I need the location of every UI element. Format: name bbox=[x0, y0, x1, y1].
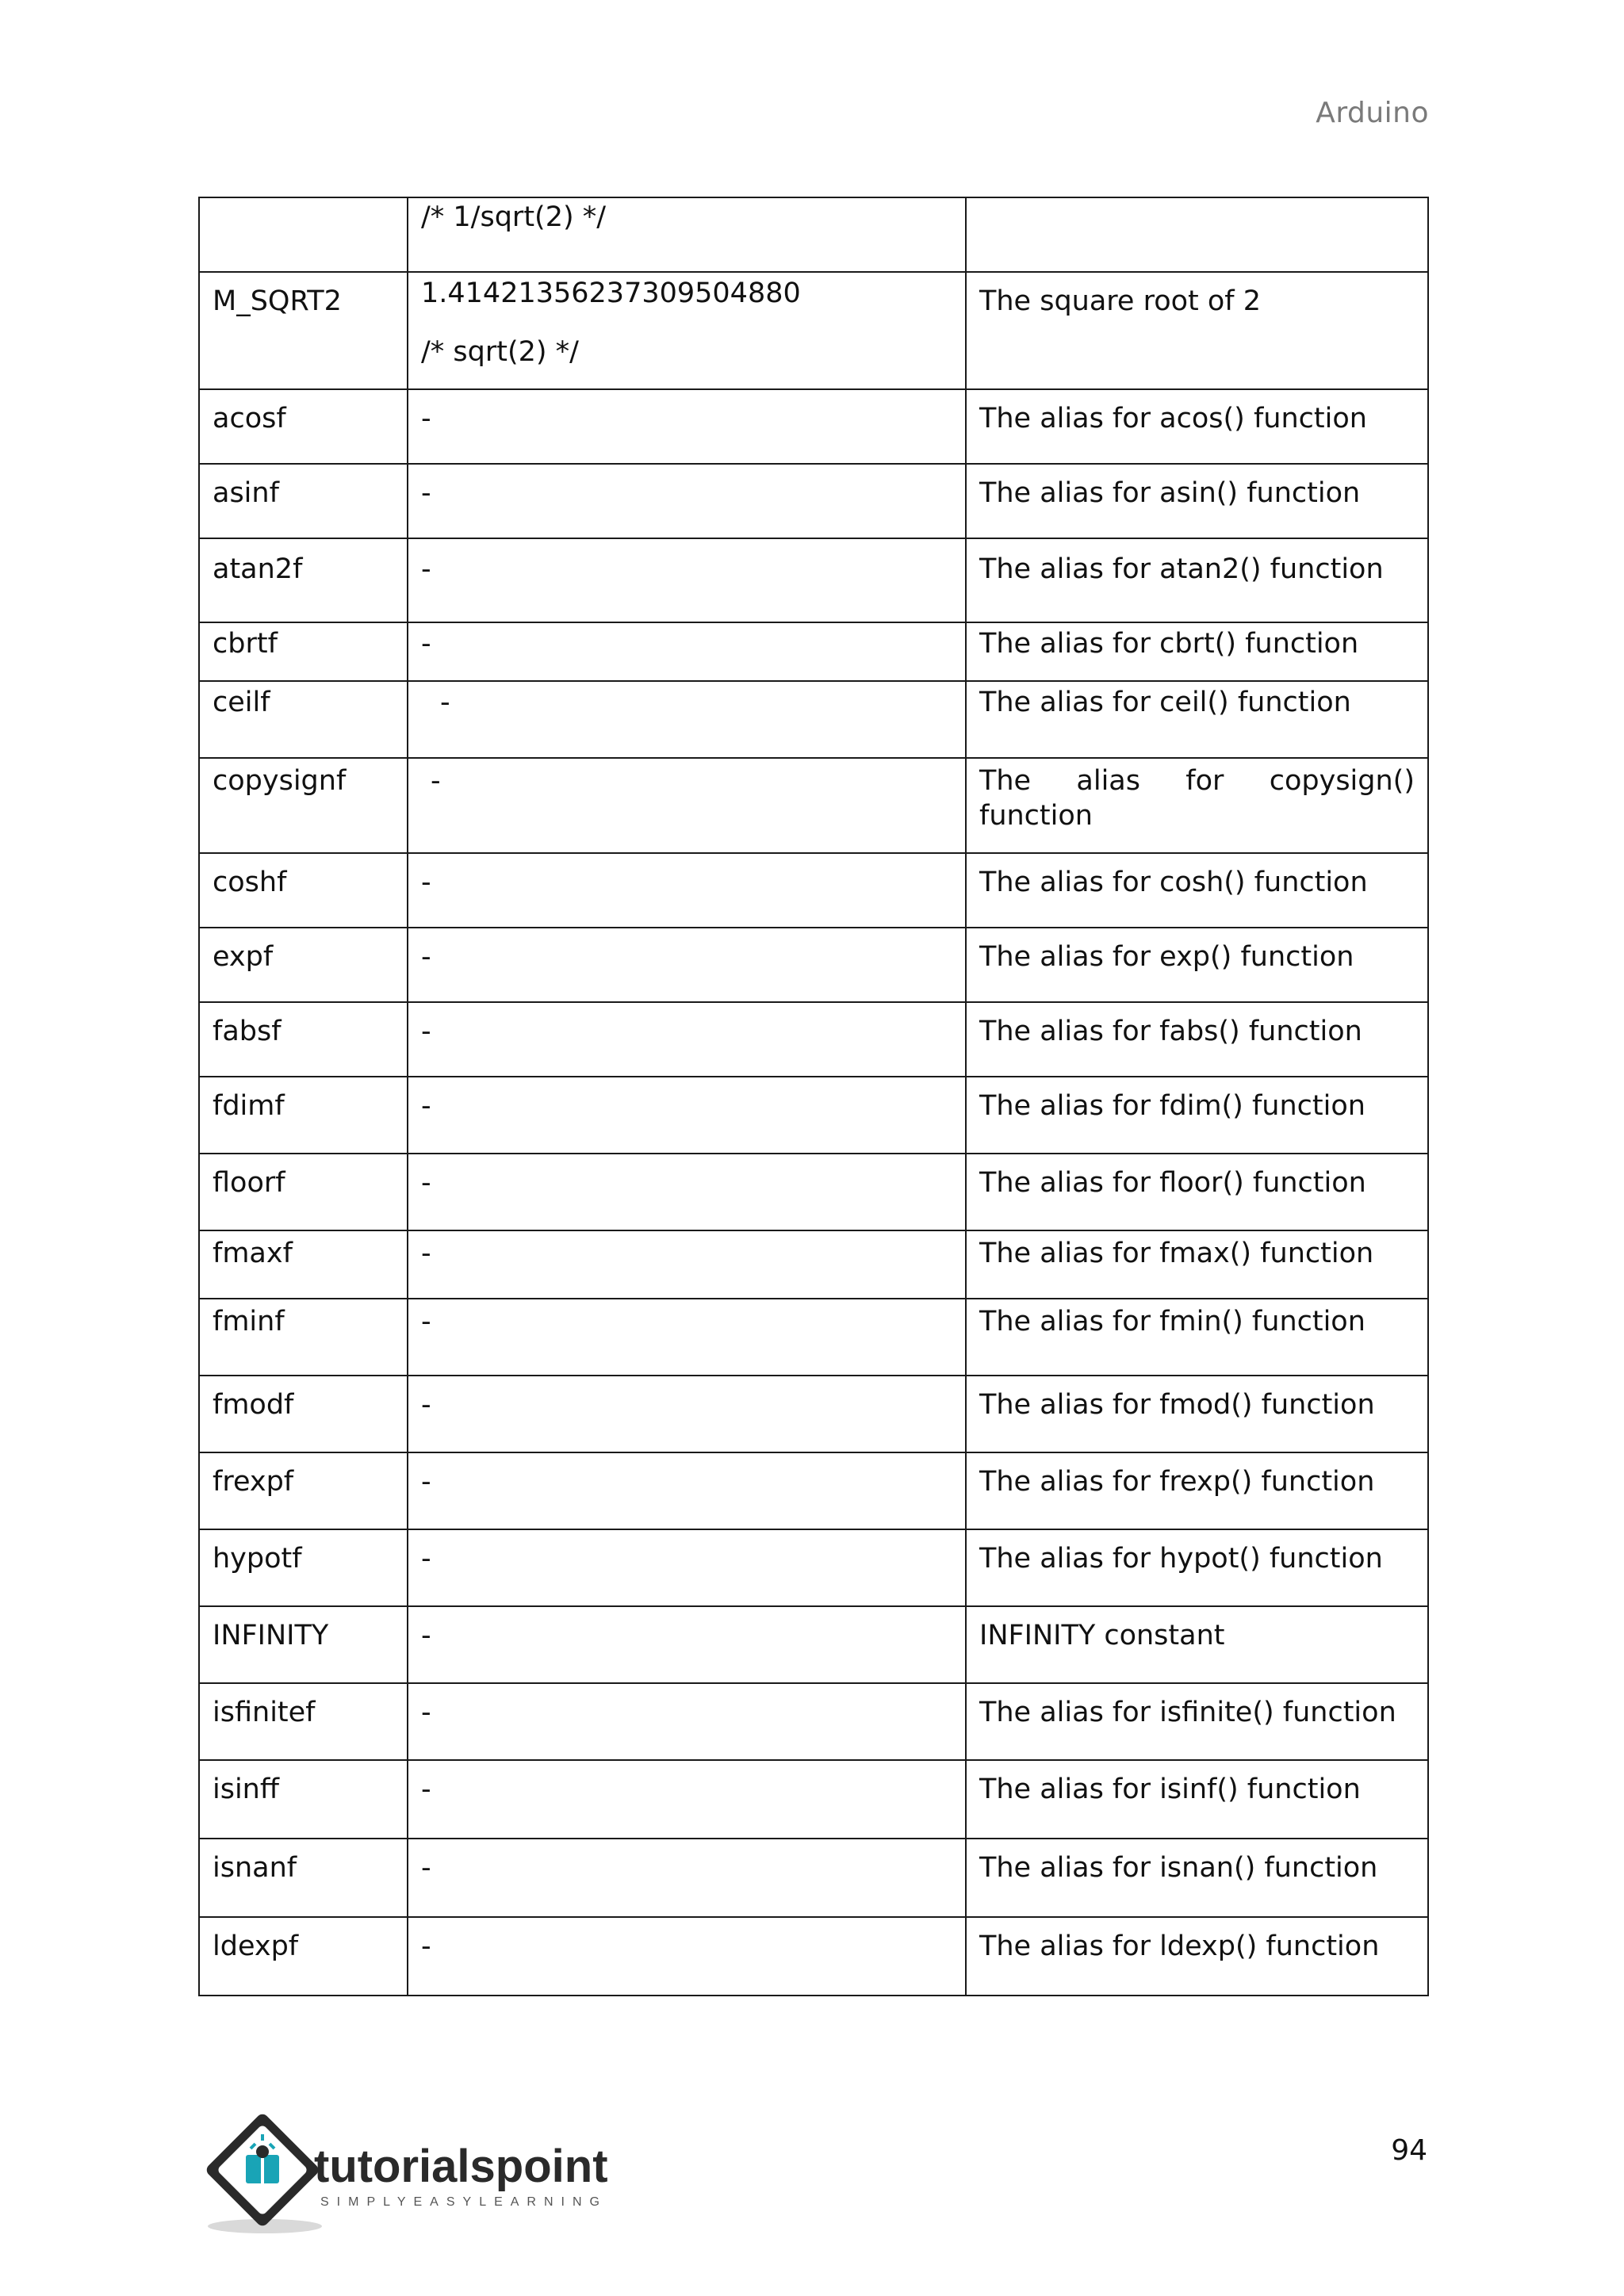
description-cell: The square root of 2 bbox=[966, 272, 1428, 389]
value-cell: - bbox=[408, 1154, 966, 1230]
description-cell: The alias for copysign() function bbox=[966, 758, 1428, 853]
name-cell: ldexpf bbox=[199, 1917, 408, 1996]
value-cell: - bbox=[408, 1683, 966, 1760]
table-row bbox=[199, 197, 1428, 272]
value-cell: - bbox=[408, 1917, 966, 1996]
name-cell: isinff bbox=[199, 1760, 408, 1839]
value-cell: - bbox=[408, 1606, 966, 1683]
description-cell: The alias for exp() function bbox=[966, 928, 1428, 1002]
table-row bbox=[199, 1839, 1428, 1917]
value-cell: - bbox=[408, 928, 966, 1002]
value-cell bbox=[408, 272, 966, 389]
table-row bbox=[199, 853, 1428, 928]
description-cell: The alias for cbrt() function bbox=[966, 622, 1428, 681]
table-row bbox=[199, 1376, 1428, 1452]
table-row bbox=[199, 1230, 1428, 1299]
name-cell: isfinitef bbox=[199, 1683, 408, 1760]
value-cell: - bbox=[408, 1299, 966, 1376]
value-cell: - bbox=[408, 1760, 966, 1839]
description-cell: The alias for fmin() function bbox=[966, 1299, 1428, 1376]
table-row bbox=[199, 1002, 1428, 1077]
description-cell: The alias for fmax() function bbox=[966, 1230, 1428, 1299]
name-cell: frexpf bbox=[199, 1452, 408, 1529]
table-row bbox=[199, 389, 1428, 464]
tutorialspoint-logo bbox=[195, 2103, 631, 2237]
table-row bbox=[199, 1606, 1428, 1683]
page-number: 94 bbox=[1391, 2134, 1427, 2167]
table-row bbox=[199, 1452, 1428, 1529]
table-row bbox=[199, 538, 1428, 622]
name-cell: floorf bbox=[199, 1154, 408, 1230]
name-cell: acosf bbox=[199, 389, 408, 464]
value-cell: - bbox=[408, 1002, 966, 1077]
name-cell: INFINITY bbox=[199, 1606, 408, 1683]
name-cell: fmodf bbox=[199, 1376, 408, 1452]
value-cell: - bbox=[408, 1077, 966, 1154]
name-cell: ceilf bbox=[199, 681, 408, 758]
table-row bbox=[199, 1683, 1428, 1760]
description-cell: INFINITY constant bbox=[966, 1606, 1428, 1683]
name-cell: cbrtf bbox=[199, 622, 408, 681]
description-cell: The alias for acos() function bbox=[966, 389, 1428, 464]
name-cell: hypotf bbox=[199, 1529, 408, 1606]
brand-name: tutorialspoint bbox=[314, 2141, 608, 2192]
description-cell: The alias for hypot() function bbox=[966, 1529, 1428, 1606]
table-row bbox=[199, 1154, 1428, 1230]
brand-tagline: SIMPLYEASYLEARNING bbox=[320, 2195, 607, 2209]
table-row bbox=[199, 758, 1428, 853]
value-cell: - bbox=[408, 538, 966, 622]
table-row bbox=[199, 1917, 1428, 1996]
name-cell bbox=[199, 197, 408, 272]
description-cell bbox=[966, 197, 1428, 272]
name-cell: asinf bbox=[199, 464, 408, 538]
value-cell: - bbox=[408, 853, 966, 928]
value-cell: - bbox=[408, 681, 966, 758]
value-cell: - bbox=[408, 464, 966, 538]
name-cell: copysignf bbox=[199, 758, 408, 853]
description-cell: The alias for floor() function bbox=[966, 1154, 1428, 1230]
description-cell: The alias for isinf() function bbox=[966, 1760, 1428, 1839]
value-cell: - bbox=[408, 1839, 966, 1917]
value-cell: /* 1/sqrt(2) */ bbox=[408, 197, 966, 272]
table-row bbox=[199, 1077, 1428, 1154]
table-row bbox=[199, 1760, 1428, 1839]
table-row bbox=[199, 464, 1428, 538]
value-comment: /* sqrt(2) */ bbox=[421, 336, 579, 368]
value-cell: - bbox=[408, 1230, 966, 1299]
name-cell: fdimf bbox=[199, 1077, 408, 1154]
name-cell: atan2f bbox=[199, 538, 408, 622]
name-cell: coshf bbox=[199, 853, 408, 928]
table-row bbox=[199, 1299, 1428, 1376]
table-row bbox=[199, 622, 1428, 681]
description-cell: The alias for fabs() function bbox=[966, 1002, 1428, 1077]
name-cell: expf bbox=[199, 928, 408, 1002]
description-cell: The alias for ldexp() function bbox=[966, 1917, 1428, 1996]
table-row bbox=[199, 681, 1428, 758]
value-cell: - bbox=[408, 1376, 966, 1452]
description-cell: The alias for asin() function bbox=[966, 464, 1428, 538]
value-cell: - bbox=[408, 758, 966, 853]
value-cell: - bbox=[408, 622, 966, 681]
running-header-title: Arduino bbox=[1316, 97, 1429, 129]
table-row bbox=[199, 928, 1428, 1002]
value-line: 1.41421356237309504880 bbox=[421, 277, 801, 309]
name-cell: M_SQRT2 bbox=[199, 272, 408, 389]
table-row bbox=[199, 272, 1428, 389]
description-cell: The alias for ceil() function bbox=[966, 681, 1428, 758]
name-cell: fmaxf bbox=[199, 1230, 408, 1299]
name-cell: fminf bbox=[199, 1299, 408, 1376]
description-cell: The alias for cosh() function bbox=[966, 853, 1428, 928]
value-cell: - bbox=[408, 1452, 966, 1529]
description-cell: The alias for frexp() function bbox=[966, 1452, 1428, 1529]
value-cell: - bbox=[408, 389, 966, 464]
description-cell: The alias for atan2() function bbox=[966, 538, 1428, 622]
value-cell: - bbox=[408, 1529, 966, 1606]
description-cell: The alias for isfinite() function bbox=[966, 1683, 1428, 1760]
math-constants-table bbox=[198, 197, 1429, 1996]
description-cell: The alias for isnan() function bbox=[966, 1839, 1428, 1917]
name-cell: fabsf bbox=[199, 1002, 408, 1077]
description-cell: The alias for fmod() function bbox=[966, 1376, 1428, 1452]
description-cell: The alias for fdim() function bbox=[966, 1077, 1428, 1154]
table-row bbox=[199, 1529, 1428, 1606]
name-cell: isnanf bbox=[199, 1839, 408, 1917]
